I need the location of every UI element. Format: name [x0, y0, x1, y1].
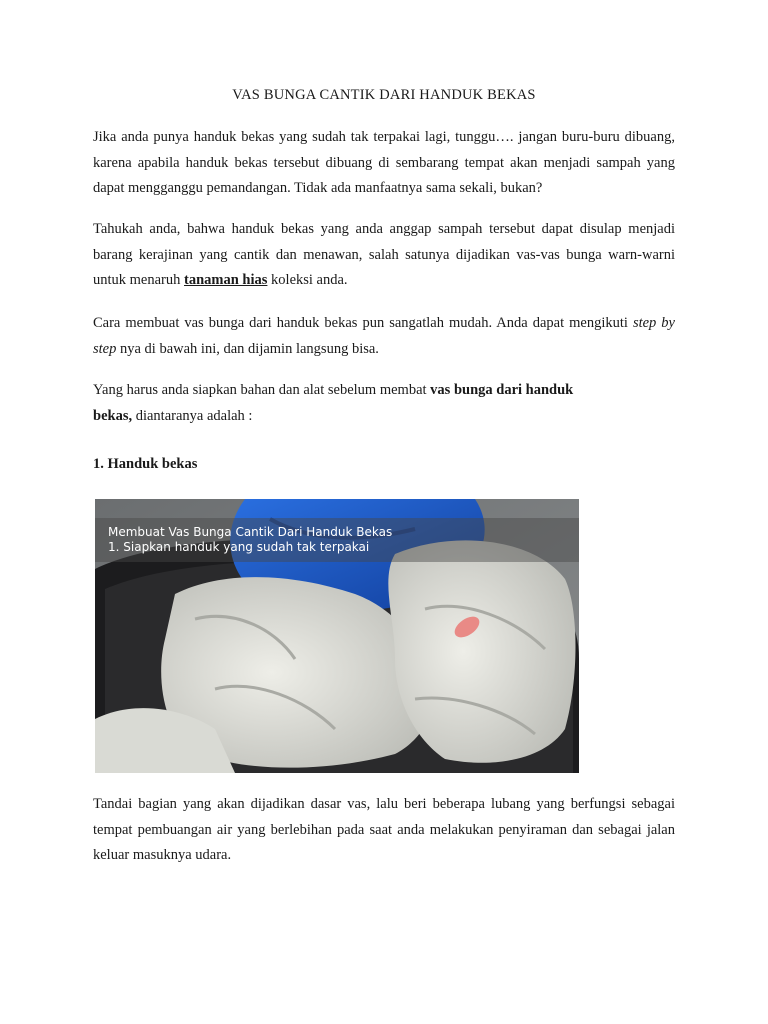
paragraph-text: nya di bawah ini, dan dijamin langsung bisa.: [116, 340, 379, 357]
paragraph-text: koleksi anda.: [267, 272, 348, 288]
towel-photo: [95, 499, 579, 773]
paragraph-intro: Jika anda punya handuk bekas yang sudah tak terpakai lagi, tunggu…. jangan buru-buru dibuang, karena apabila handuk bekas tersebut dibuang di sembarang tempat akan menjadi sampah yang dapat mengganggu pemandangan. Tidak ada manfaatnya sama sekali, bukan?: [93, 129, 675, 196]
bold-text: bekas,: [93, 407, 133, 424]
bold-text: vas bunga dari handuk: [430, 382, 574, 398]
paragraph-text: Yang harus anda siapkan bahan dan alat sebelum membat: [93, 382, 431, 398]
paragraph-tahukah: [93, 217, 675, 294]
emphasis-text: step by step: [93, 315, 675, 357]
paragraph-bahan: [93, 378, 675, 429]
tanaman-hias-link[interactable]: tanaman hias: [184, 272, 268, 288]
paragraph-text: Cara membuat vas bunga dari handuk bekas pun sangatlah mudah. Anda dapat mengikuti: [93, 315, 633, 331]
paragraph-text: Tahukah anda, bahwa handuk bekas yang anda anggap sampah tersebut dapat disulap menjadi barang kerajinan yang cantik dan menawan, salah satunya dijadikan vas-vas bunga warn-warni untuk menaruh: [93, 221, 675, 288]
document-title: VAS BUNGA CANTIK DARI HANDUK BEKAS: [232, 87, 536, 103]
photo-caption-banner: [95, 518, 579, 562]
section-heading-handuk-bekas: 1. Handuk bekas: [93, 456, 198, 472]
photo-caption-title: Membuat Vas Bunga Cantik Dari Handuk Bekas: [108, 525, 393, 539]
paragraph-cara: [93, 311, 675, 362]
paragraph-text: diantaranya adalah :: [132, 407, 253, 424]
photo-caption-step: 1. Siapkan handuk yang sudah tak terpakai: [108, 540, 370, 554]
paragraph-tandai: Tandai bagian yang akan dijadikan dasar vas, lalu beri beberapa lubang yang berfungsi sebagai tempat pembuangan air yang berlebihan pada saat anda melakukan penyiraman dan sebagai jalan keluar masuknya udara.: [93, 796, 675, 863]
